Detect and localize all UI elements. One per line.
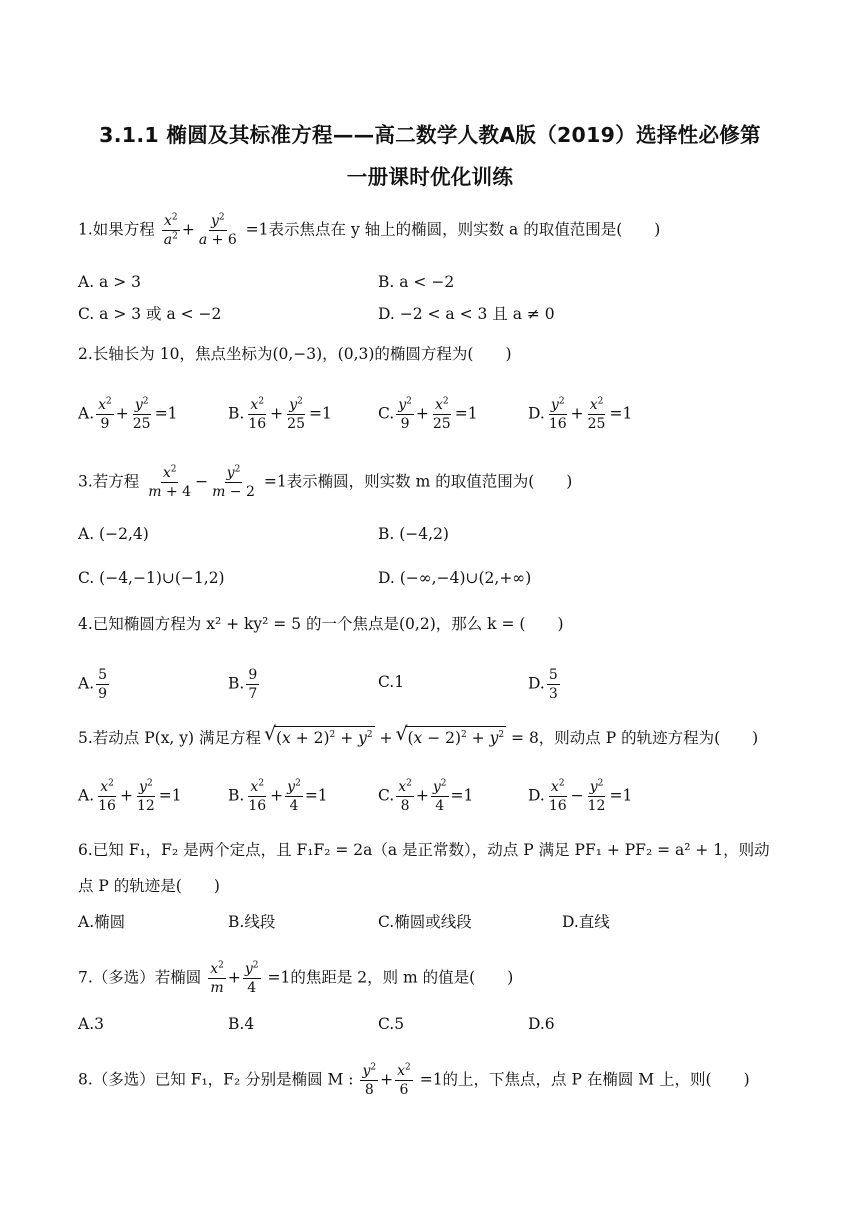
- q3-prefix: 3.若方程: [78, 472, 140, 491]
- question-4: [78, 614, 564, 634]
- q5-label-d: D.: [528, 786, 545, 805]
- question-6-line2: [78, 876, 220, 896]
- q2-label-b: B.: [228, 404, 245, 423]
- q5-option-a: A. $\frac{x^2}{16}$ + $\frac{y^2}{12}$ =1: [78, 778, 182, 814]
- q7-close: ): [507, 968, 514, 987]
- q2-option-b: B. $\frac{x^2}{16}$ + $\frac{y^2}{25}$ =1: [228, 396, 332, 432]
- q1-fraction-1: $\frac{x^2}{a^2}$: [163, 212, 178, 248]
- q5-option-c: C. $\frac{x^2}{8}$ + $\frac{y^2}{4}$ =1: [378, 778, 474, 814]
- q7-option-a: A.3: [78, 1015, 104, 1033]
- question-8: 8.（多选）已知 F₁，F₂ 分别是椭圆 M : $\frac{y^2}{8}$ + $\frac{x^2}{6}$ =1的上，下焦点，点 P 在椭圆 M 上，则( ): [78, 1062, 750, 1098]
- q5-prefix: 5.若动点 P(x, y) 满足方程: [78, 729, 262, 747]
- q3-option-b: B. (−4,2): [378, 525, 449, 543]
- q6-option-a: A.椭圆: [78, 913, 126, 931]
- q3-option-a: A. (−2,4): [78, 525, 149, 543]
- q4-option-b: B. $\frac{9}{7}$: [228, 667, 258, 702]
- q7-option-b: B.4: [228, 1015, 255, 1033]
- q6-option-b: B.线段: [228, 913, 276, 931]
- q3-option-c: C. (−4,−1)∪(−1,2): [78, 569, 225, 587]
- q1-prefix: 1.如果方程: [78, 220, 155, 239]
- q1-option-b: B. a < −2: [378, 273, 455, 291]
- q6-close: ): [213, 877, 220, 895]
- q5-close: ): [752, 729, 759, 747]
- q2-label-c: C.: [378, 404, 395, 423]
- q6-option-c: C.椭圆或线段: [378, 913, 472, 931]
- q2-label-d: D.: [528, 404, 545, 423]
- q3-suffix: =1表示椭圆，则实数 m 的取值范围为(: [263, 472, 535, 491]
- q5-option-b: B. $\frac{x^2}{16}$ + $\frac{y^2}{4}$ =1: [228, 778, 328, 814]
- q1-suffix: =1表示焦点在 y 轴上的椭圆，则实数 a 的取值范围是(: [245, 220, 623, 239]
- q7-suffix: =1的焦距是 2，则 m 的值是(: [267, 968, 476, 987]
- q2-close: ): [505, 345, 512, 363]
- q2-label-a: A.: [78, 404, 95, 423]
- q8-close: ): [743, 1070, 750, 1089]
- q1-option-d: D. −2 < a < 3 且 a ≠ 0: [378, 305, 555, 323]
- q1-close: ): [654, 220, 661, 239]
- q5-sqrt-1: √ $(x + 2)^2 + y^2$: [274, 726, 375, 748]
- q1-option-a: A. a > 3: [78, 273, 141, 291]
- q8-prefix: 8.（多选）已知 F₁，F₂ 分别是椭圆 M :: [78, 1070, 354, 1089]
- q5-sqrt-2: √ $(x - 2)^2 + y^2$: [405, 726, 506, 748]
- question-1: 1.如果方程 $\frac{x^2}{a^2}$ + $\frac{y^2}{a + 6}$ =1表示焦点在 y 轴上的椭圆，则实数 a 的取值范围是( ): [78, 212, 661, 248]
- q8-suffix: =1的上，下焦点，点 P 在椭圆 M 上，则(: [419, 1070, 712, 1089]
- q6-line2-text: 点 P 的轨迹是(: [78, 877, 182, 895]
- q2-option-a: A. $\frac{x^2}{9}$ + $\frac{y^2}{25}$ =1: [78, 396, 178, 432]
- question-2: [78, 344, 512, 364]
- question-7: 7.（多选）若椭圆 $\frac{x^2}{m}$ + $\frac{y^2}{4}$ =1的焦距是 2，则 m 的值是( ): [78, 960, 514, 996]
- q4-close: ): [557, 615, 564, 633]
- q3-option-d: D. (−∞,−4)∪(2,+∞): [378, 569, 532, 587]
- q5-label-c: C.: [378, 786, 395, 805]
- question-6-line1: 6.已知 F₁，F₂ 是两个定点，且 F₁F₂ = 2a（a 是正常数），动点 P 满足 PF₁ + PF₂ = a² + 1，则动: [78, 841, 770, 859]
- q2-option-d: D. $\frac{y^2}{16}$ + $\frac{x^2}{25}$ =1: [528, 396, 633, 432]
- q6-option-d: D.直线: [562, 913, 610, 931]
- q1-fraction-2: $\frac{y^2}{a + 6}$: [198, 212, 237, 248]
- q5-option-d: D. $\frac{x^2}{16}$ − $\frac{y^2}{12}$ =1: [528, 778, 633, 814]
- q5-label-b: B.: [228, 786, 245, 805]
- q5-label-a: A.: [78, 786, 95, 805]
- q2-option-c: C. $\frac{y^2}{9}$ + $\frac{x^2}{25}$ =1: [378, 396, 478, 432]
- q7-option-c: C.5: [378, 1015, 405, 1033]
- doc-title-line2: 一册课时优化训练: [346, 165, 514, 189]
- q4-label-b: B.: [228, 674, 245, 693]
- q7-prefix: 7.（多选）若椭圆: [78, 968, 202, 987]
- question-3: 3.若方程 $\frac{x^2}{m + 4}$ − $\frac{y^2}{m - 2}$ =1表示椭圆，则实数 m 的取值范围为( ): [78, 464, 573, 500]
- q4-label-d: D.: [528, 674, 545, 693]
- question-5: 5.若动点 P(x, y) 满足方程 √ $(x + 2)^2 + y^2$ + √ $(x - 2)^2 + y^2 = 8$，则动点 P 的轨迹方程为( ): [78, 726, 758, 748]
- q4-label-a: A.: [78, 674, 95, 693]
- q4-text: 4.已知椭圆方程为 x² + ky² = 5 的一个焦点是(0,2)，那么 k = (: [78, 615, 526, 633]
- q3-close: ): [566, 472, 573, 491]
- q5-suffix: = 8，则动点 P 的轨迹方程为(: [511, 729, 721, 747]
- doc-title-line1: 3.1.1 椭圆及其标准方程——高二数学人教A版（2019）选择性必修第: [99, 123, 761, 147]
- q7-option-d: D.6: [528, 1015, 555, 1033]
- q4-option-d: D. $\frac{5}{3}$: [528, 667, 558, 702]
- q2-text: 2.长轴长为 10，焦点坐标为(0,−3)，(0,3)的椭圆方程为(: [78, 345, 474, 363]
- q1-option-c: C. a > 3 或 a < −2: [78, 305, 222, 323]
- q4-option-c: C.1: [378, 673, 405, 691]
- q4-option-a: A. $\frac{5}{9}$: [78, 667, 108, 702]
